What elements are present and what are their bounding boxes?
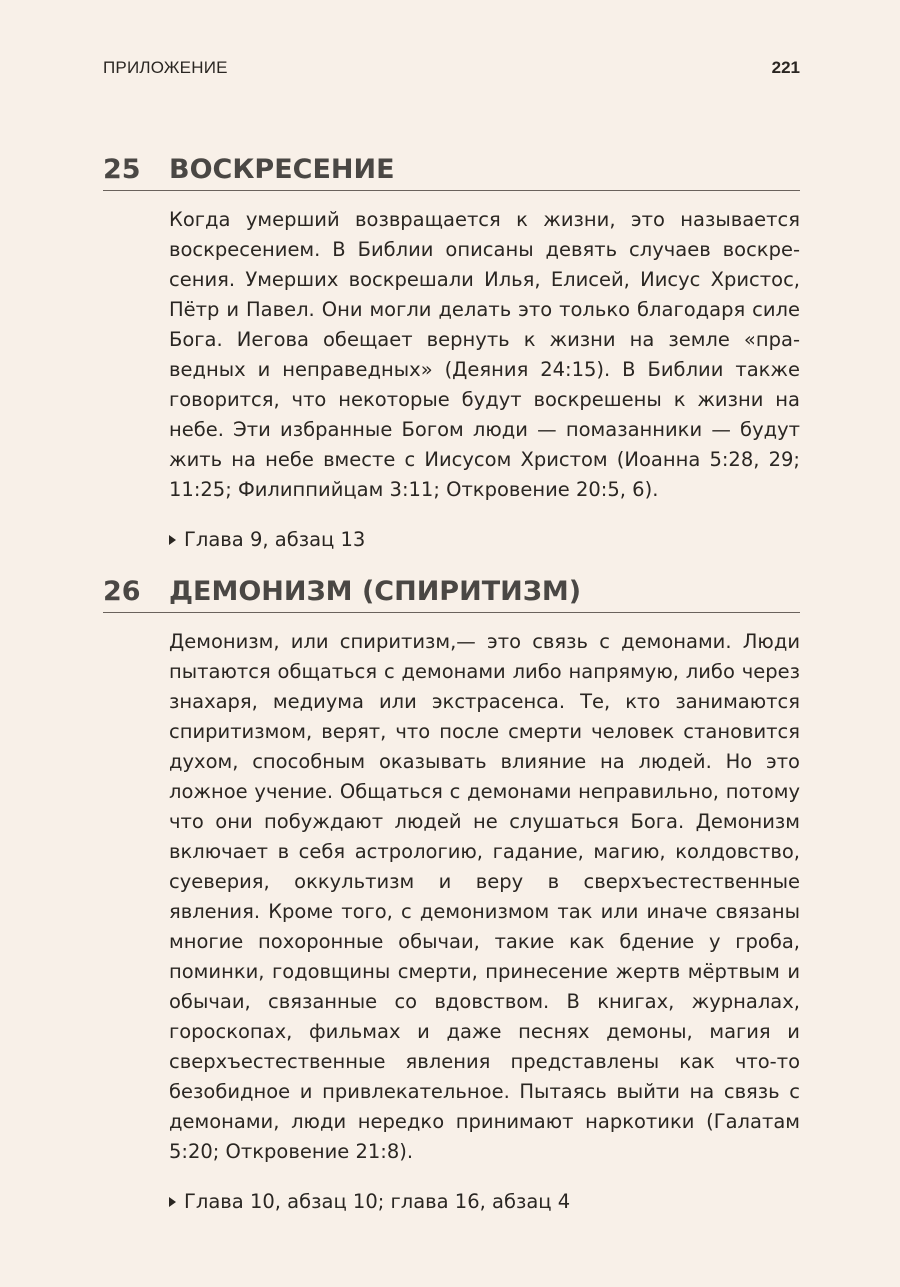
section-body: Когда умерший возвращается к жизни, это называется воскресением. В Библии описаны девять случаев воскресения. Умерших воскрешали Илья, Елисей, Иисус Христос, Пётр и Павел. Они могли делать это только благодаря силе Бога. Иегова обещает вернуть к жизни на земле «праведных и неправедных» (Деяния 24:15). В Библии также говорится, что некоторые будут воскрешены к жизни на небе. Эти избранные Богом люди — помазанники — будут жить на небе вместе с Иисусом Христом (Иоанна 5:28, 29; 11:25; Филиппийцам 3:11; Откровение 20:5, 6). xyxy=(169,208,800,501)
running-title: ПРИЛОЖЕНИЕ xyxy=(103,58,228,77)
section-title: ДЕМОНИЗМ (СПИРИТИЗМ) xyxy=(169,576,582,607)
arrow-right-icon xyxy=(169,1197,176,1207)
page-number: 221 xyxy=(771,58,800,77)
arrow-right-icon xyxy=(169,535,176,545)
section-reference-text: Глава 10, абзац 10; глава 16, абзац 4 xyxy=(184,1189,571,1213)
section-number: 25 xyxy=(103,154,141,185)
section-heading xyxy=(103,144,800,191)
section-heading xyxy=(103,566,800,613)
section-title: ВОСКРЕСЕНИЕ xyxy=(169,154,395,185)
section-body: Демонизм, или спиритизм,— это связь с демонами. Люди пытаются общаться с демонами либо напрямую, либо через знахаря, медиума или экстрасенса. Те, кто занимаются спиритизмом, верят, что после смерти человек становится духом, способным оказывать влияние на людей. Но это ложное учение. Общаться с демонами неправильно, потому что они побуждают людей не слушаться Бога. Демонизм включает в себя астрологию, гадание, магию, колдовство, суеверия, оккультизм и веру в сверхъестественные явления. Кроме того, с демонизмом так или иначе связаны многие похоронные обычаи, такие как бдение у гроба, поминки, годовщины смерти, принесение жертв мёртвым и обычаи, связанные со вдовством. В книгах, журналах, гороскопах, фильмах и даже песнях демоны, магия и сверхъестественные явления представлены как что-то безобидное и привлекательное. Пытаясь выйти на связь с демонами, люди нередко принимают наркотики (Галатам 5:20; Откровение 21:8). xyxy=(169,630,800,1163)
section-26 xyxy=(103,566,800,1217)
section-reference xyxy=(169,525,800,555)
running-head xyxy=(103,58,800,84)
section-25 xyxy=(103,144,800,555)
section-reference xyxy=(169,1187,800,1217)
section-reference-text: Глава 9, абзац 13 xyxy=(184,527,366,551)
section-number: 26 xyxy=(103,576,141,607)
